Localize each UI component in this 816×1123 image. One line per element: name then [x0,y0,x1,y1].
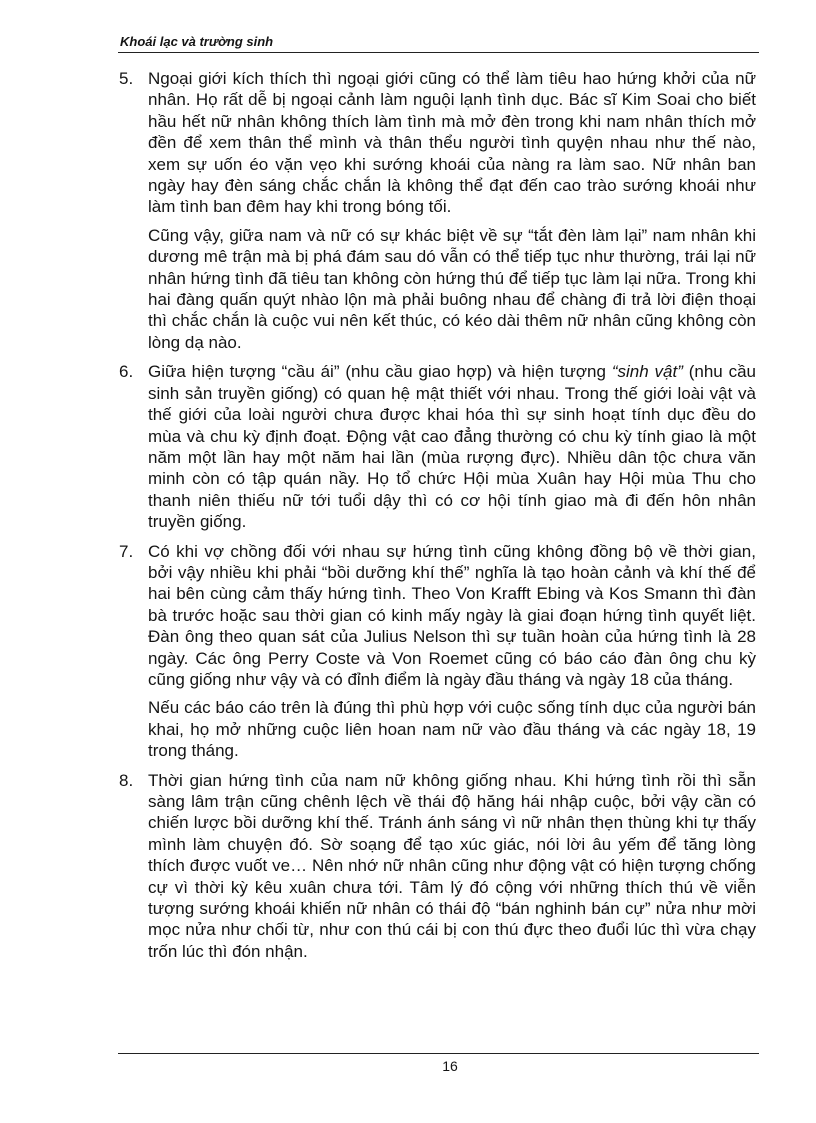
list-item [116,361,756,532]
header-rule [118,52,759,53]
item-body [148,770,756,963]
item-body [148,541,756,762]
running-header: Khoái lạc và trường sinh [120,34,274,49]
paragraph: Cũng vậy, giữa nam và nữ có sự khác biệt về sự “tắt đèn làm lại” nam nhân khi dương mê trận mà bị phá đám sau dó vẫn có thể tiếp tục như thường, trái lại nữ nhân hứng tình đã tiêu tan không còn hứng thú để tiếp tục làm lại nữa. Trong khi hai đàng quấn quýt nhào lộn mà phải buông nhau để chàng đi trả lời điện thoại thì chắc chắn là cuộc vui nên kết thúc, có kéo dài thêm nữ nhân cũng không còn lòng dạ nào. [148,225,756,352]
paragraph: Thời gian hứng tình của nam nữ không giống nhau. Khi hứng tình rồi thì sẵn sàng lâm trận cũng chênh lệch về thái độ hăng hái nhập cuộc, bởi vậy cần có chiến lược bồi dưỡng khí thế. Tránh ánh sáng vì nữ nhân thẹn thùng khi tự thấy mình làm chuyện đó. Sờ soạng để tạo xúc giác, nói lời âu yếm để tăng lòng thích được vuốt ve… Nên nhớ nữ nhân cũng như động vật có hiện tượng chống cự vì thời kỳ kêu xuân chưa tới. Tâm lý đó cộng với những thích thú về viễn tượng sướng khoái khiến nữ nhân có thái độ “bán nghinh bán cự” nửa như mời mọc nửa như chối từ, như con thú cái bị con thú đực theo đuổi lúc thì vừa chạy trốn lúc thì đón nhận. [148,770,756,961]
list-item [116,770,756,963]
paragraph: Giữa hiện tượng “cầu ái” (nhu cầu giao hợp) và hiện tượng “sinh vật” (nhu cầu sinh sản truyền giống) có quan hệ mật thiết với nhau. Trong thế giới loài vật và thế giới của loài người chưa được khai hóa thì sự sinh hoạt tính dục đều do mùa và chu kỳ định đoạt. Động vật cao đẳng thường có chu kỳ tính giao là một năm một lần hay một năm hai lần (mùa rượng đực). Nhiều dân tộc chưa văn minh còn có tập quán nầy. Họ tổ chức Hội mùa Xuân hay Hội mùa Thu cho thanh niên thiếu nữ tới tuổi dậy thì có cơ hội tính giao mà đi đến hôn nhân truyền giống. [148,362,757,532]
list-item [116,68,756,353]
item-number: 8. [119,770,134,790]
footer-rule [118,1053,759,1054]
item-number: 5. [119,69,134,88]
italic-term: “sinh vật” [611,362,683,382]
item-body [148,68,756,353]
paragraph: Nếu các báo cáo trên là đúng thì phù hợp với cuộc sống tính dục của người bán khai, họ mở những cuộc liên hoan nam nữ vào đầu tháng và các ngày 18, 19 trong tháng. [148,698,756,761]
item-body [148,361,756,532]
list-item [116,541,756,762]
page-number: 16 [442,1058,458,1074]
body-text [116,68,756,970]
paragraph: Ngoại giới kích thích thì ngoại giới cũng có thể làm tiêu hao hứng khởi của nữ nhân. Họ rất dễ bị ngoại cảnh làm nguội lạnh tình dục. Bác sĩ Kim Soai cho biết hầu hết nữ nhân không thích làm tình mà mở đèn trong khi nam nhân thích mở đền để xem thân thể mình và thân thểu người tình quyện nhau như thế nào, xem sự uốn éo vặn vẹo khi sướng khoái của nàng ra làm sao. Nữ nhân ban ngày hay đèn sáng chắc chắn là không thể đạt đến cao trào sướng khoái như làm tình ban đêm hay khi trong bóng tối. [148,69,756,217]
paragraph: Có khi vợ chồng đối với nhau sự hứng tình cũng không đồng bộ về thời gian, bởi vậy nhiều khi phải “bồi dưỡng khí thế” nghĩa là tạo hoàn cảnh và khí thế để hai bên cùng cảm thấy hứng tình. Theo Von Krafft Ebing và Kos Smann thì đàn bà trước hoặc sau thời gian có kinh mấy ngày là giai đoạn hứng tình quyết liệt. Đàn ông theo quan sát của Julius Nelson thì sự tuần hoàn của hứng tình là 28 ngày. Các ông Perry Coste và Von Roemet cũng có báo cáo đàn ông chu kỳ cũng giống như vậy và có đỉnh điểm là ngày đầu tháng và ngày 18 của tháng. [148,541,756,689]
item-number: 7. [119,541,134,561]
item-number: 6. [119,362,134,382]
